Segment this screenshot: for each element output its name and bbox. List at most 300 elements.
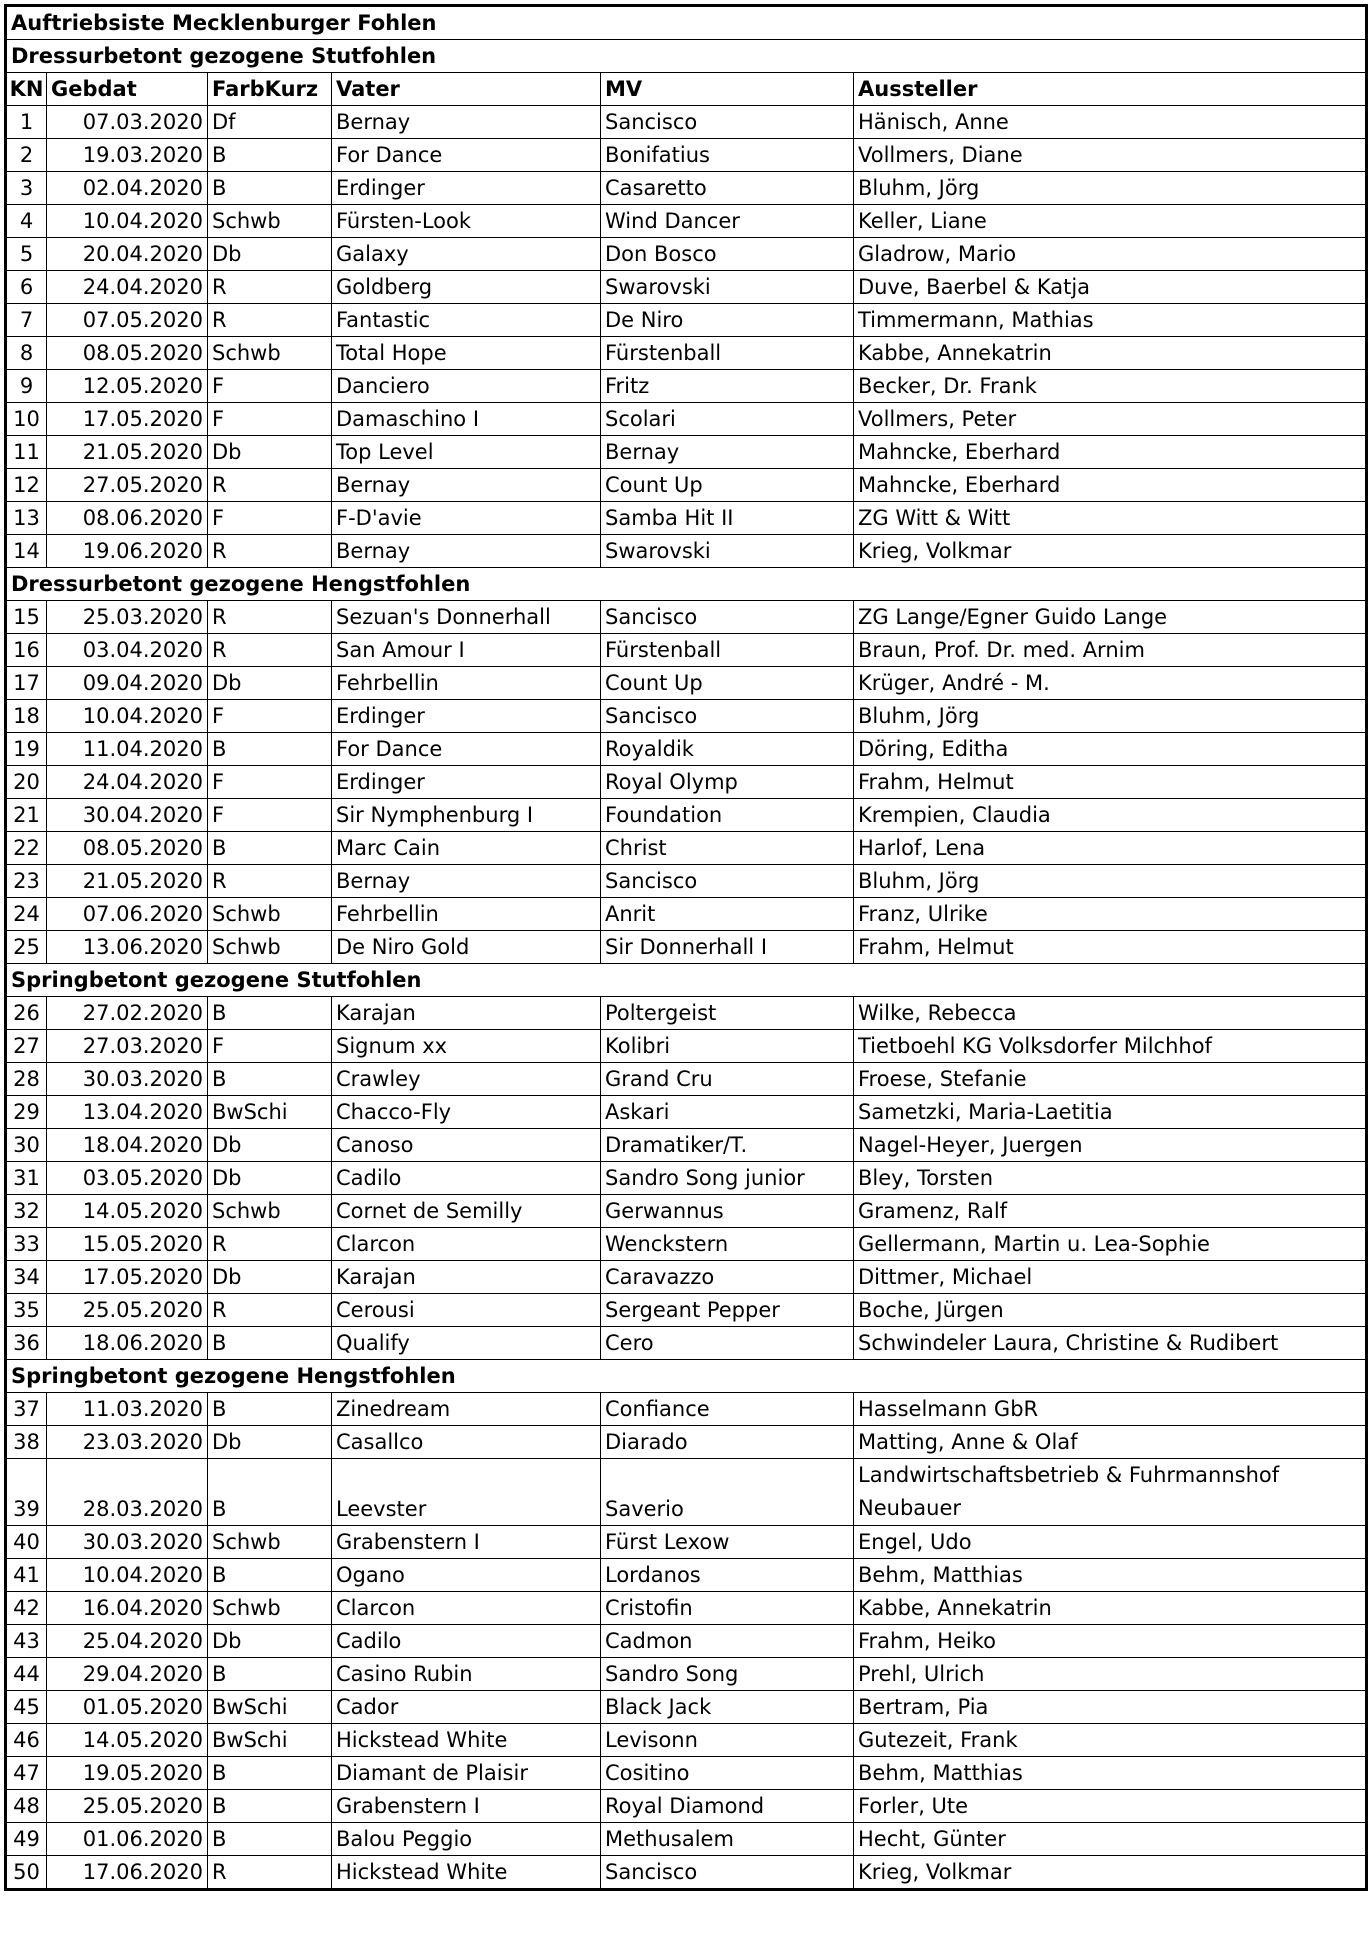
exhibitor-cell: Harlof, Lena [854,832,1367,865]
table-row [6,1129,1367,1162]
sire-cell: Galaxy [332,238,601,271]
kn-cell: 7 [6,304,47,337]
exhibitor-cell: Hänisch, Anne [854,106,1367,139]
birthdate-cell: 24.04.2020 [47,271,208,304]
sire-cell: Crawley [332,1063,601,1096]
table-row [6,1030,1367,1063]
kn-cell: 12 [6,469,47,502]
color-cell: R [208,535,332,568]
exhibitor-cell: Keller, Liane [854,205,1367,238]
exhibitor-cell: Bley, Torsten [854,1162,1367,1195]
dam-sire-cell: Foundation [601,799,854,832]
table-row [6,535,1367,568]
kn-cell: 44 [6,1658,47,1691]
dam-sire-cell: Christ [601,832,854,865]
dam-sire-cell: Royal Diamond [601,1790,854,1823]
sire-cell: For Dance [332,733,601,766]
exhibitor-cell: Timmermann, Mathias [854,304,1367,337]
birthdate-cell: 25.04.2020 [47,1625,208,1658]
exhibitor-cell: Becker, Dr. Frank [854,370,1367,403]
dam-sire-cell: Lordanos [601,1559,854,1592]
dam-sire-cell: De Niro [601,304,854,337]
dam-sire-cell: Sancisco [601,1856,854,1890]
dam-sire-cell: Bernay [601,436,854,469]
table-row [6,172,1367,205]
exhibitor-cell: Sametzki, Maria-Laetitia [854,1096,1367,1129]
birthdate-cell: 09.04.2020 [47,667,208,700]
color-cell: R [208,1856,332,1890]
birthdate-cell: 27.05.2020 [47,469,208,502]
exhibitor-cell: Froese, Stefanie [854,1063,1367,1096]
exhibitor-cell: Frahm, Helmut [854,931,1367,964]
color-cell: Df [208,106,332,139]
color-cell: BwSchi [208,1724,332,1757]
dam-sire-cell: Caravazzo [601,1261,854,1294]
color-cell: B [208,1790,332,1823]
sire-cell: Signum xx [332,1030,601,1063]
table-row [6,1526,1367,1559]
sire-cell: Chacco-Fly [332,1096,601,1129]
birthdate-cell: 07.03.2020 [47,106,208,139]
birthdate-cell: 10.04.2020 [47,1559,208,1592]
color-cell: Schwb [208,1592,332,1625]
exhibitor-cell: Krempien, Claudia [854,799,1367,832]
kn-cell: 17 [6,667,47,700]
kn-cell: 23 [6,865,47,898]
section-heading: Dressurbetont gezogene Stutfohlen [6,40,1367,73]
birthdate-cell: 15.05.2020 [47,1228,208,1261]
sire-cell: Fehrbellin [332,898,601,931]
birthdate-cell: 08.06.2020 [47,502,208,535]
birthdate-cell: 12.05.2020 [47,370,208,403]
color-cell: Db [208,1129,332,1162]
table-row [6,106,1367,139]
table-row [6,436,1367,469]
exhibitor-cell: Krüger, André - M. [854,667,1367,700]
exhibitor-cell: Behm, Matthias [854,1757,1367,1790]
color-cell: Db [208,238,332,271]
table-row [6,832,1367,865]
exhibitor-cell: Gutezeit, Frank [854,1724,1367,1757]
dam-sire-cell: Anrit [601,898,854,931]
birthdate-cell: 21.05.2020 [47,865,208,898]
birthdate-cell: 10.04.2020 [47,700,208,733]
table-row [6,1691,1367,1724]
table-row [6,865,1367,898]
table-row [6,1327,1367,1360]
kn-cell: 42 [6,1592,47,1625]
birthdate-cell: 14.05.2020 [47,1195,208,1228]
color-cell: F [208,1030,332,1063]
birthdate-cell: 19.03.2020 [47,139,208,172]
kn-cell: 32 [6,1195,47,1228]
sire-cell: Diamant de Plaisir [332,1757,601,1790]
dam-sire-cell: Dramatiker/T. [601,1129,854,1162]
color-cell: R [208,1294,332,1327]
dam-sire-cell: Sancisco [601,106,854,139]
kn-cell: 38 [6,1426,47,1459]
dam-sire-cell: Sancisco [601,700,854,733]
color-cell: Schwb [208,1526,332,1559]
color-cell: Db [208,1261,332,1294]
kn-cell: 26 [6,997,47,1030]
kn-cell: 15 [6,601,47,634]
color-cell: F [208,799,332,832]
column-header: Gebdat [47,73,208,106]
color-cell: Db [208,667,332,700]
sire-cell: Damaschino I [332,403,601,436]
sire-cell: Casino Rubin [332,1658,601,1691]
dam-sire-cell: Fürst Lexow [601,1526,854,1559]
color-cell: B [208,1459,332,1526]
color-cell: B [208,1658,332,1691]
table-row [6,205,1367,238]
kn-cell: 46 [6,1724,47,1757]
birthdate-cell: 25.05.2020 [47,1294,208,1327]
kn-cell: 2 [6,139,47,172]
kn-cell: 28 [6,1063,47,1096]
sire-cell: San Amour I [332,634,601,667]
table-row [6,1162,1367,1195]
dam-sire-cell: Poltergeist [601,997,854,1030]
sire-cell: Clarcon [332,1592,601,1625]
exhibitor-cell: Nagel-Heyer, Juergen [854,1129,1367,1162]
dam-sire-cell: Scolari [601,403,854,436]
exhibitor-cell: Matting, Anne & Olaf [854,1426,1367,1459]
birthdate-cell: 23.03.2020 [47,1426,208,1459]
dam-sire-cell: Gerwannus [601,1195,854,1228]
kn-cell: 43 [6,1625,47,1658]
birthdate-cell: 30.03.2020 [47,1526,208,1559]
kn-cell: 27 [6,1030,47,1063]
section-heading-row [6,568,1367,601]
exhibitor-cell: Bluhm, Jörg [854,172,1367,205]
sire-cell: Bernay [332,106,601,139]
dam-sire-cell: Fritz [601,370,854,403]
table-row [6,733,1367,766]
sire-cell: Balou Peggio [332,1823,601,1856]
color-cell: R [208,304,332,337]
table-row [6,1195,1367,1228]
kn-cell: 25 [6,931,47,964]
exhibitor-cell: Krieg, Volkmar [854,535,1367,568]
exhibitor-cell: Dittmer, Michael [854,1261,1367,1294]
dam-sire-cell: Count Up [601,667,854,700]
sire-cell: Fürsten-Look [332,205,601,238]
dam-sire-cell: Royaldik [601,733,854,766]
kn-cell: 24 [6,898,47,931]
birthdate-cell: 27.02.2020 [47,997,208,1030]
title-row [6,6,1367,40]
table-row [6,898,1367,931]
color-cell: B [208,733,332,766]
kn-cell: 40 [6,1526,47,1559]
sire-cell: Cador [332,1691,601,1724]
color-cell: R [208,1228,332,1261]
birthdate-cell: 03.04.2020 [47,634,208,667]
birthdate-cell: 08.05.2020 [47,337,208,370]
exhibitor-cell: Kabbe, Annekatrin [854,337,1367,370]
column-header: Aussteller [854,73,1367,106]
sire-cell: Fehrbellin [332,667,601,700]
kn-cell: 48 [6,1790,47,1823]
color-cell: B [208,1559,332,1592]
table-row [6,1592,1367,1625]
exhibitor-cell: Frahm, Helmut [854,766,1367,799]
sire-cell: Clarcon [332,1228,601,1261]
exhibitor-cell: Wilke, Rebecca [854,997,1367,1030]
color-cell: B [208,1393,332,1426]
table-row [6,502,1367,535]
kn-cell: 35 [6,1294,47,1327]
birthdate-cell: 07.05.2020 [47,304,208,337]
exhibitor-cell: ZG Witt & Witt [854,502,1367,535]
dam-sire-cell: Count Up [601,469,854,502]
kn-cell: 36 [6,1327,47,1360]
foal-list-table [4,4,1368,1891]
sire-cell: Hickstead White [332,1856,601,1890]
sire-cell: Sezuan's Donnerhall [332,601,601,634]
exhibitor-cell: Vollmers, Peter [854,403,1367,436]
table-row [6,1625,1367,1658]
kn-cell: 19 [6,733,47,766]
kn-cell: 45 [6,1691,47,1724]
dam-sire-cell: Wenckstern [601,1228,854,1261]
table-row [6,931,1367,964]
exhibitor-cell: Schwindeler Laura, Christine & Rudibert [854,1327,1367,1360]
dam-sire-cell: Sancisco [601,601,854,634]
dam-sire-cell: Sandro Song [601,1658,854,1691]
birthdate-cell: 27.03.2020 [47,1030,208,1063]
kn-cell: 29 [6,1096,47,1129]
color-cell: BwSchi [208,1691,332,1724]
exhibitor-cell: Franz, Ulrike [854,898,1367,931]
exhibitor-cell: Krieg, Volkmar [854,1856,1367,1890]
sire-cell: Marc Cain [332,832,601,865]
birthdate-cell: 07.06.2020 [47,898,208,931]
birthdate-cell: 11.04.2020 [47,733,208,766]
table-row [6,370,1367,403]
table-row [6,238,1367,271]
sire-cell: Cerousi [332,1294,601,1327]
table-row [6,271,1367,304]
dam-sire-cell: Royal Olymp [601,766,854,799]
dam-sire-cell: Askari [601,1096,854,1129]
sire-cell: Erdinger [332,172,601,205]
exhibitor-cell: Boche, Jürgen [854,1294,1367,1327]
table-row [6,1724,1367,1757]
exhibitor-cell: Hecht, Günter [854,1823,1367,1856]
sire-cell: Karajan [332,997,601,1030]
color-cell: F [208,403,332,436]
column-header-row [6,73,1367,106]
birthdate-cell: 03.05.2020 [47,1162,208,1195]
exhibitor-cell: Mahncke, Eberhard [854,436,1367,469]
dam-sire-cell: Casaretto [601,172,854,205]
sire-cell: F-D'avie [332,502,601,535]
sire-cell: Bernay [332,535,601,568]
birthdate-cell: 13.06.2020 [47,931,208,964]
kn-cell: 3 [6,172,47,205]
color-cell: B [208,139,332,172]
exhibitor-cell: Gramenz, Ralf [854,1195,1367,1228]
kn-cell: 13 [6,502,47,535]
color-cell: R [208,601,332,634]
table-row [6,799,1367,832]
birthdate-cell: 01.06.2020 [47,1823,208,1856]
kn-cell: 16 [6,634,47,667]
kn-cell: 30 [6,1129,47,1162]
birthdate-cell: 19.05.2020 [47,1757,208,1790]
kn-cell: 37 [6,1393,47,1426]
kn-cell: 49 [6,1823,47,1856]
exhibitor-cell: Bluhm, Jörg [854,700,1367,733]
dam-sire-cell: Wind Dancer [601,205,854,238]
sire-cell: Cadilo [332,1625,601,1658]
table-row [6,337,1367,370]
kn-cell: 18 [6,700,47,733]
sire-cell: De Niro Gold [332,931,601,964]
sire-cell: Total Hope [332,337,601,370]
table-row [6,1658,1367,1691]
birthdate-cell: 18.04.2020 [47,1129,208,1162]
table-row [6,1261,1367,1294]
kn-cell: 21 [6,799,47,832]
kn-cell: 10 [6,403,47,436]
sire-cell: For Dance [332,139,601,172]
sire-cell: Erdinger [332,766,601,799]
dam-sire-cell: Confiance [601,1393,854,1426]
color-cell: Schwb [208,1195,332,1228]
birthdate-cell: 17.05.2020 [47,1261,208,1294]
color-cell: Schwb [208,337,332,370]
sire-cell: Karajan [332,1261,601,1294]
color-cell: R [208,469,332,502]
section-heading: Dressurbetont gezogene Hengstfohlen [6,568,1367,601]
exhibitor-cell: Bluhm, Jörg [854,865,1367,898]
birthdate-cell: 13.04.2020 [47,1096,208,1129]
table-row [6,766,1367,799]
birthdate-cell: 28.03.2020 [47,1459,208,1526]
kn-cell: 50 [6,1856,47,1890]
birthdate-cell: 17.06.2020 [47,1856,208,1890]
color-cell: Schwb [208,205,332,238]
birthdate-cell: 30.03.2020 [47,1063,208,1096]
birthdate-cell: 01.05.2020 [47,1691,208,1724]
color-cell: B [208,1327,332,1360]
birthdate-cell: 25.05.2020 [47,1790,208,1823]
sire-cell: Danciero [332,370,601,403]
kn-cell: 6 [6,271,47,304]
table-row [6,1790,1367,1823]
sire-cell: Grabenstern I [332,1526,601,1559]
color-cell: R [208,271,332,304]
table-row [6,1063,1367,1096]
section-heading-row [6,964,1367,997]
dam-sire-cell: Saverio [601,1459,854,1526]
dam-sire-cell: Grand Cru [601,1063,854,1096]
birthdate-cell: 20.04.2020 [47,238,208,271]
exhibitor-cell: Frahm, Heiko [854,1625,1367,1658]
sire-cell: Goldberg [332,271,601,304]
table-row [6,1823,1367,1856]
sire-cell: Leevster [332,1459,601,1526]
dam-sire-cell: Cristofin [601,1592,854,1625]
birthdate-cell: 14.05.2020 [47,1724,208,1757]
sire-cell: Fantastic [332,304,601,337]
color-cell: B [208,1823,332,1856]
exhibitor-cell: Hasselmann GbR [854,1393,1367,1426]
color-cell: B [208,997,332,1030]
section-heading: Springbetont gezogene Stutfohlen [6,964,1367,997]
color-cell: F [208,370,332,403]
birthdate-cell: 10.04.2020 [47,205,208,238]
table-row [6,1856,1367,1890]
sire-cell: Grabenstern I [332,1790,601,1823]
color-cell: R [208,634,332,667]
table-row [6,1426,1367,1459]
exhibitor-cell: ZG Lange/Egner Guido Lange [854,601,1367,634]
color-cell: Schwb [208,931,332,964]
birthdate-cell: 02.04.2020 [47,172,208,205]
table-row [6,1559,1367,1592]
birthdate-cell: 18.06.2020 [47,1327,208,1360]
color-cell: B [208,1757,332,1790]
sire-cell: Bernay [332,469,601,502]
color-cell: F [208,502,332,535]
dam-sire-cell: Fürstenball [601,337,854,370]
table-row [6,1228,1367,1261]
table-row [6,139,1367,172]
table-row [6,403,1367,436]
exhibitor-cell: Döring, Editha [854,733,1367,766]
table-row [6,1757,1367,1790]
kn-cell: 34 [6,1261,47,1294]
section-heading: Springbetont gezogene Hengstfohlen [6,1360,1367,1393]
dam-sire-cell: Cositino [601,1757,854,1790]
color-cell: Schwb [208,898,332,931]
dam-sire-cell: Methusalem [601,1823,854,1856]
table-row [6,997,1367,1030]
color-cell: F [208,700,332,733]
sire-cell: Canoso [332,1129,601,1162]
exhibitor-cell: Bertram, Pia [854,1691,1367,1724]
sire-cell: Sir Nymphenburg I [332,799,601,832]
dam-sire-cell: Diarado [601,1426,854,1459]
dam-sire-cell: Swarovski [601,271,854,304]
dam-sire-cell: Levisonn [601,1724,854,1757]
birthdate-cell: 11.03.2020 [47,1393,208,1426]
column-header: Vater [332,73,601,106]
dam-sire-cell: Sancisco [601,865,854,898]
section-heading-row [6,1360,1367,1393]
sire-cell: Cornet de Semilly [332,1195,601,1228]
section-heading-row [6,40,1367,73]
dam-sire-cell: Don Bosco [601,238,854,271]
kn-cell: 14 [6,535,47,568]
kn-cell: 5 [6,238,47,271]
color-cell: F [208,766,332,799]
exhibitor-cell: Forler, Ute [854,1790,1367,1823]
sire-cell: Qualify [332,1327,601,1360]
birthdate-cell: 25.03.2020 [47,601,208,634]
birthdate-cell: 29.04.2020 [47,1658,208,1691]
exhibitor-cell: Mahncke, Eberhard [854,469,1367,502]
dam-sire-cell: Black Jack [601,1691,854,1724]
dam-sire-cell: Fürstenball [601,634,854,667]
dam-sire-cell: Sandro Song junior [601,1162,854,1195]
table-row [6,700,1367,733]
